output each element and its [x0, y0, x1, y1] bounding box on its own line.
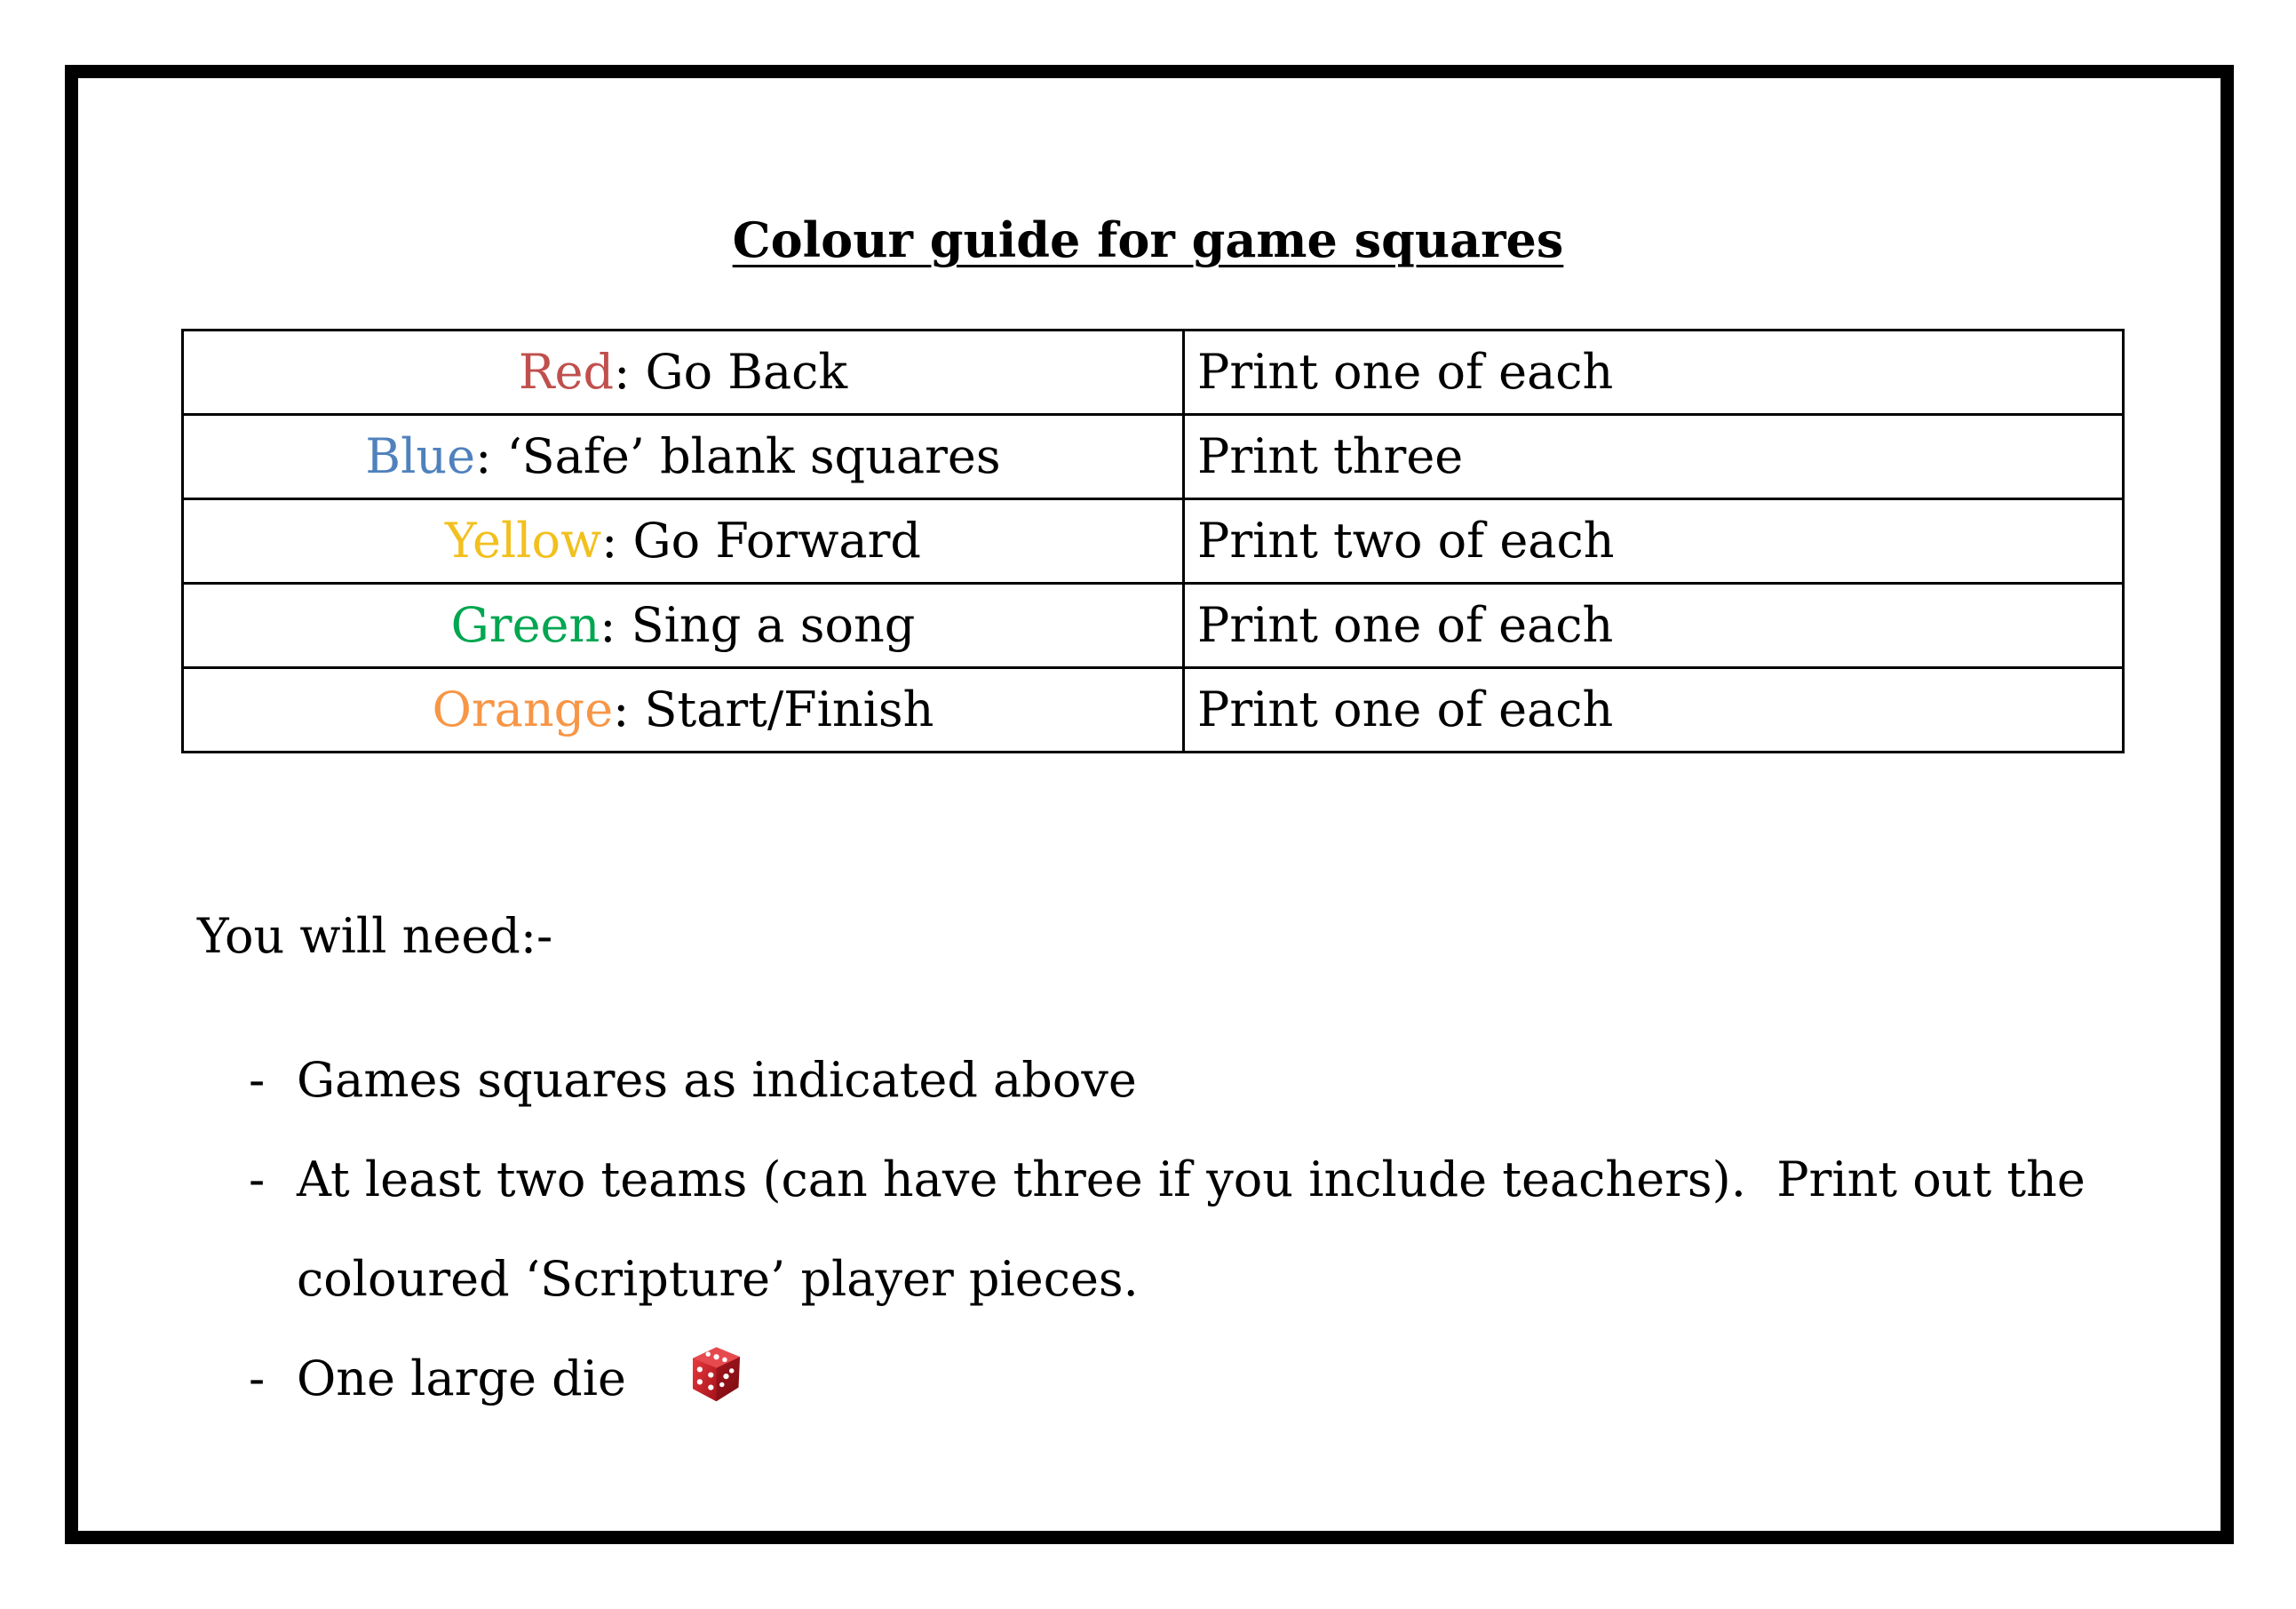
list-item-text-continued: coloured ‘Scripture’ player pieces. — [297, 1251, 1139, 1307]
colour-name: Red — [518, 344, 615, 400]
square-label: ‘Safe’ blank squares — [491, 428, 1001, 484]
dash-bullet: - — [249, 1151, 266, 1207]
square-label: Go Forward — [617, 513, 921, 569]
list-item-text: Games squares as indicated above — [297, 1052, 1137, 1108]
list-item — [249, 1031, 2070, 1130]
print-instruction: Print one of each — [1184, 331, 2124, 415]
table-row — [183, 584, 2124, 668]
red-die-icon — [680, 1339, 750, 1408]
colour-name: Green — [450, 597, 600, 653]
you-will-need-heading: You will need:- — [197, 908, 553, 964]
colour-name: Blue — [365, 428, 476, 484]
square-label: Start/Finish — [629, 681, 934, 737]
list-item — [249, 1329, 2070, 1429]
print-instruction: Print two of each — [1184, 499, 2124, 584]
colour-separator: : — [614, 344, 631, 400]
table-row — [183, 415, 2124, 499]
document-title: Colour guide for game squares — [732, 211, 1564, 268]
colour-name: Orange — [432, 681, 614, 737]
colour-separator: : — [613, 681, 630, 737]
square-label: Sing a song — [616, 597, 916, 653]
list-item-text: At least two teams (can have three if you include teachers). Print out the — [297, 1151, 2085, 1207]
dash-bullet: - — [249, 1052, 266, 1108]
table-row — [183, 331, 2124, 415]
colour-cell — [183, 668, 1184, 753]
print-instruction: Print three — [1184, 415, 2124, 499]
print-instruction: Print one of each — [1184, 668, 2124, 753]
table-row — [183, 668, 2124, 753]
dash-bullet: - — [249, 1350, 266, 1406]
square-label: Go Back — [630, 344, 848, 400]
list-item-text: One large die — [297, 1350, 626, 1406]
colour-cell — [183, 415, 1184, 499]
colour-separator: : — [601, 513, 618, 569]
colour-cell — [183, 499, 1184, 584]
colour-separator: : — [600, 597, 616, 653]
print-instruction: Print one of each — [1184, 584, 2124, 668]
list-item — [249, 1130, 2085, 1329]
colour-guide-table — [181, 329, 2125, 753]
requirements-list — [249, 1031, 2085, 1429]
colour-cell — [183, 584, 1184, 668]
colour-separator: : — [475, 428, 492, 484]
table-row — [183, 499, 2124, 584]
colour-cell — [183, 331, 1184, 415]
colour-name: Yellow — [444, 513, 602, 569]
